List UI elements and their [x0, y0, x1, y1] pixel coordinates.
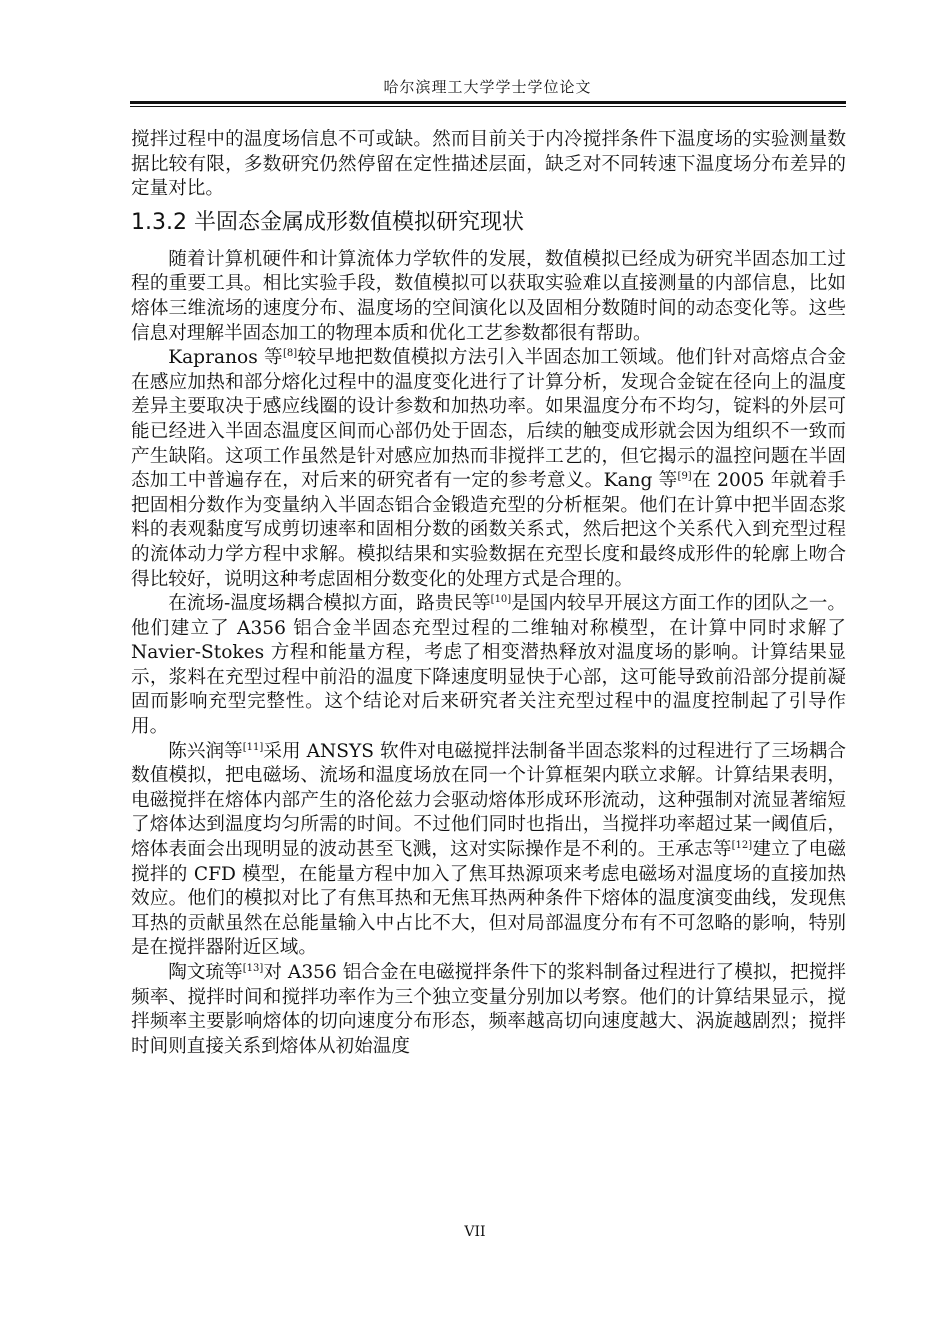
header-rule-thin [130, 106, 846, 107]
section-heading: 1.3.2 半固态金属成形数值模拟研究现状 [131, 209, 524, 235]
text-run: 陈兴润等 [168, 740, 243, 762]
citation-ref: [8] [282, 347, 298, 359]
paragraph-intro: 随着计算机硬件和计算流体力学软件的发展，数值模拟已经成为研究半固态加工过程的重要工具。相比实验手段，数值模拟可以获取实验难以直接测量的内部信息，比如熔体三维流场的速度分布、温度场的空间演化以及固相分数随时间的动态变化等。这些信息对理解半固态加工的物理本质和优化工艺参数都很有帮助。 [131, 248, 846, 344]
citation-ref: [9] [677, 470, 692, 482]
paragraph-electromagnetic [131, 740, 846, 961]
paragraph-kapranos [131, 346, 846, 592]
header-rule-thick [130, 101, 846, 104]
text-run: 在 2005 年就着手把固相分数作为变量纳入半固态铝合金锻造充型的分析框架。他们在计算中把半固态浆料的表观黏度写成剪切速率和固相分数的函数关系式，然后把这个关系代入到充型过程的流体动力学方程中求解。模拟结果和实验数据在充型长度和最终成形件的轮廓上吻合得比较好，说明这种考虑固相分数变化的处理方式是合理的。 [131, 470, 846, 590]
citation-ref: [11] [242, 741, 264, 753]
text-run: 在流场-温度场耦合模拟方面，路贵民等 [168, 593, 491, 615]
paragraph-continued: 搅拌过程中的温度场信息不可或缺。然而目前关于内冷搅拌条件下温度场的实验测量数据比较有限，多数研究仍然停留在定性描述层面，缺乏对不同转速下温度场分布差异的定量对比。 [131, 129, 846, 200]
text-run: 较早地把数值模拟方法引入半固态加工领域。他们针对高熔点合金在感应加热和部分熔化过程中的温度变化进行了计算分析，发现合金锭在径向上的温度差异主要取决于感应线圈的设计参数和加热功率。如果温度分布不均匀，锭料的外层可能已经进入半固态温度区间而心部仍处于固态，后续的触变成形就会因为组织不一致而产生缺陷。这项工作虽然是针对感应加热而非搅拌工艺的，但它揭示的温控问题在半固态加工中普遍存在，对后来的研究者有一定的参考意义。Kang 等 [131, 347, 846, 492]
paragraph-coupling [131, 592, 846, 740]
citation-ref: [10] [490, 593, 512, 605]
text-run: Kapranos 等 [168, 347, 283, 369]
page-number: VII [464, 1224, 486, 1240]
citation-ref: [13] [242, 962, 264, 974]
text-run: 采用 ANSYS 软件对电磁搅拌法制备半固态浆料的过程进行了三场耦合数值模拟，把电磁场、流场和温度场放在同一个计算框架内联立求解。计算结果表明，电磁搅拌在熔体内部产生的洛伦兹力会驱动熔体形成环形流动，这种强制对流显著缩短了熔体达到温度均匀所需的时间。不过他们同时也指出，当搅拌功率超过某一阈值后，熔体表面会出现明显的波动甚至飞溅，这对实际操作是不利的。王承志等 [131, 740, 846, 861]
page-header-title: 哈尔滨理工大学学士学位论文 [383, 78, 592, 96]
body-text [131, 128, 846, 1059]
text-run: 对 A356 铝合金在电磁搅拌条件下的浆料制备过程进行了模拟，把搅拌频率、搅拌时间和搅拌功率作为三个独立变量分别加以考察。他们的计算结果显示，搅拌频率主要影响熔体的切向速度分布形态，频率越高切向速度越大、涡旋越剧烈；搅拌时间则直接关系到熔体从初始温度 [131, 962, 846, 1057]
citation-ref: [12] [731, 839, 753, 851]
text-run: 建立了电磁搅拌的 CFD 模型，在能量方程中加入了焦耳热源项来考虑电磁场对温度场的直接加热效应。他们的模拟对比了有焦耳热和无焦耳热两种条件下熔体的温度演变曲线，发现焦耳热的贡献虽然在总能量输入中占比不大，但对局部温度分布有不可忽略的影响，特别是在搅拌器附近区域。 [131, 839, 846, 959]
paragraph-tao [131, 961, 846, 1059]
text-run: 陶文琉等 [168, 962, 243, 983]
text-run: 是国内较早开展这方面工作的团队之一。他们建立了 A356 铝合金半固态充型过程的二维轴对称模型，在计算中同时求解了 Navier-Stokes 方程和能量方程，考虑了相变潜热释放对温度场的影响。计算结果显示，浆料在充型过程中前沿的温度下降速度明显快于心部，这可能导致前沿部分提前凝固而影响充型完整性。这个结论对后来研究者关注充型过程中的温度控制起了引导作用。 [131, 593, 846, 738]
